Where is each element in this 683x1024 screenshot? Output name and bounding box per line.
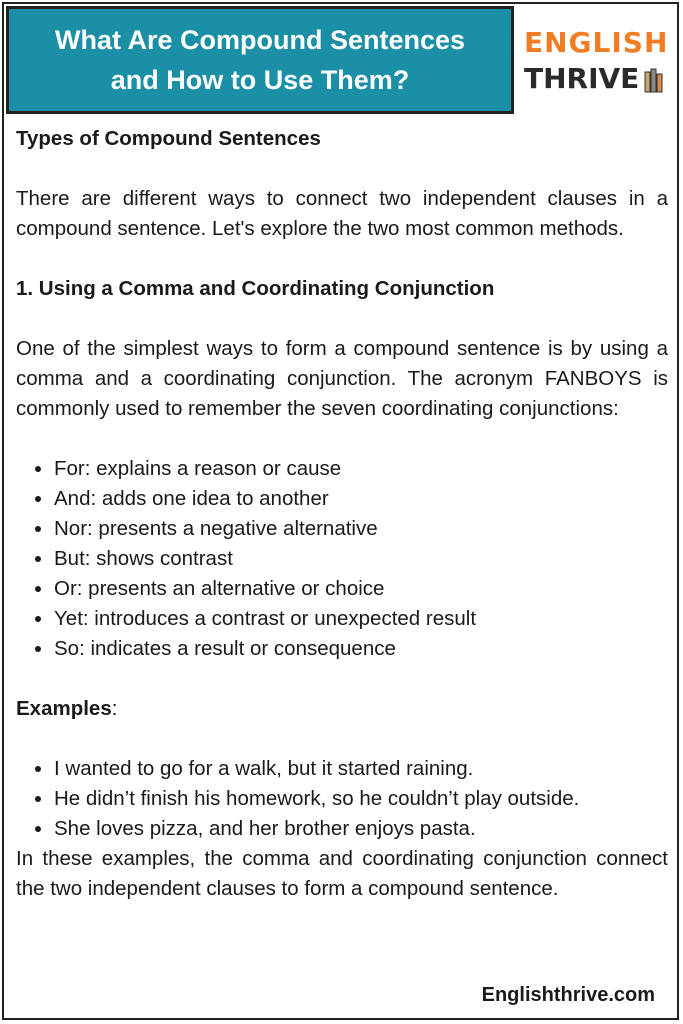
title-line-2: and How to Use Them? <box>110 65 410 95</box>
list-item: • I wanted to go for a walk, but it started raining. <box>54 754 668 784</box>
logo-text-english: ENGLISH <box>524 26 669 59</box>
examples-list <box>16 754 668 844</box>
title-line-1: What Are Compound Sentences <box>54 25 466 55</box>
list-item: • And: adds one idea to another <box>54 484 668 514</box>
list-item: • So: indicates a result or consequence <box>54 634 668 664</box>
article-body <box>16 124 668 904</box>
logo-text-thrive: THRIVE <box>524 62 640 95</box>
examples-label: Examples <box>16 697 112 720</box>
section-heading: Types of Compound Sentences <box>16 127 321 150</box>
books-icon <box>644 68 664 94</box>
list-item: • But: shows contrast <box>54 544 668 574</box>
footer-website: Englishthrive.com <box>481 984 655 1006</box>
list-item: • He didn’t finish his homework, so he couldn’t play outside. <box>54 784 668 814</box>
conclusion-paragraph: In these examples, the comma and coordinating conjunction connect the two independent clauses to form a compound sentence. <box>16 847 668 900</box>
intro-paragraph: There are different ways to connect two independent clauses in a compound sentence. Let's explore the two most common methods. <box>16 187 668 240</box>
english-thrive-logo <box>520 22 670 102</box>
method-1-heading: 1. Using a Comma and Coordinating Conjunction <box>16 277 495 300</box>
list-item: • For: explains a reason or cause <box>54 454 668 484</box>
title-banner <box>6 6 514 114</box>
examples-heading <box>16 694 668 724</box>
examples-colon: : <box>111 697 118 720</box>
list-item: • Or: presents an alternative or choice <box>54 574 668 604</box>
fanboys-list <box>16 454 668 664</box>
list-item: • Yet: introduces a contrast or unexpected result <box>54 604 668 634</box>
list-item: • Nor: presents a negative alternative <box>54 514 668 544</box>
list-item: • She loves pizza, and her brother enjoys pasta. <box>54 814 668 844</box>
method-1-paragraph: One of the simplest ways to form a compound sentence is by using a comma and a coordinating conjunction. The acronym FANBOYS is commonly used to remember the seven coordinating conjunctions: <box>16 337 668 420</box>
